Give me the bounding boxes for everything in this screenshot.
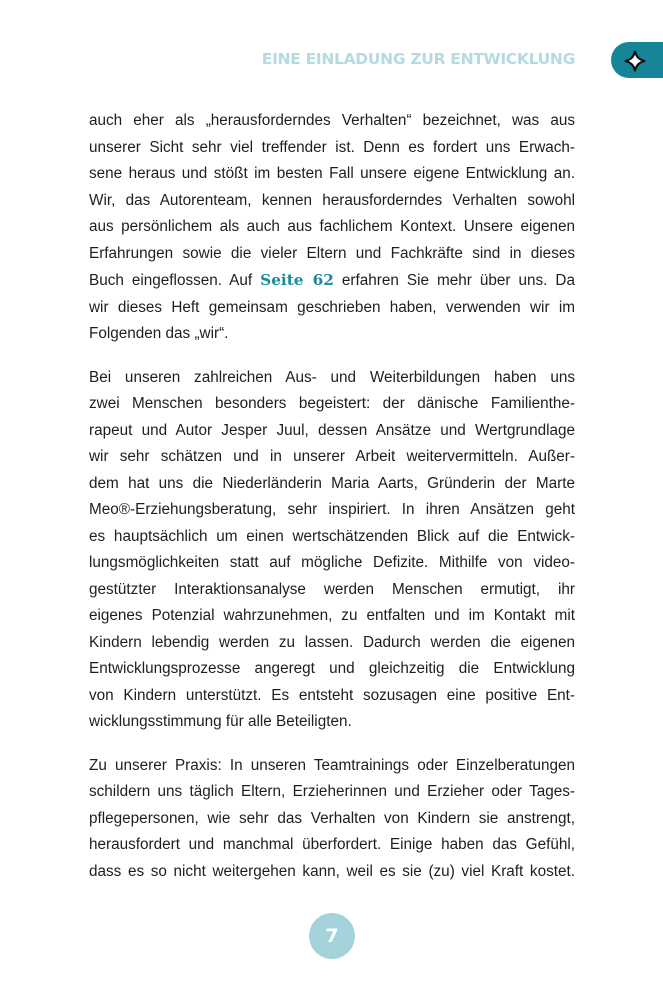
text-line: auch eher als „herausforderndes Verhalten“ bezeichnet, was aus: [89, 112, 575, 129]
text-segment: erfahren Sie mehr über uns. Da: [333, 272, 575, 289]
running-header-title: EINE EINLADUNG ZUR ENTWICKLUNG: [261, 50, 575, 68]
page-number-badge: 7: [309, 913, 355, 959]
paragraph-2: [89, 365, 575, 736]
text-line: herausfordert und manchmal überfordert. Einige haben das Gefühl,: [89, 836, 575, 853]
body-text: [89, 108, 575, 902]
text-line: schildern uns täglich Eltern, Erzieherinnen und Erzieher oder Tages-: [89, 783, 575, 800]
text-line: Wir, das Autorenteam, kennen herausforderndes Verhalten sowohl: [89, 191, 575, 209]
text-line: eigenes Potenzial wahrzunehmen, zu entfalten und im Kontakt mit: [89, 607, 575, 624]
text-line: Zu unserer Praxis: In unseren Teamtrainings oder Einzelberatungen: [89, 756, 575, 774]
text-line: lungsmöglichkeiten statt auf mögliche Defizite. Mithilfe von video-: [89, 554, 575, 571]
text-line: aus persönlichem als auch aus fachlichem Kontext. Unsere eigenen: [89, 218, 575, 235]
text-line: gestützter Interaktionsanalyse werden Menschen ermutigt, ihr: [89, 580, 575, 598]
text-line: wir sehr schätzen und in unserer Arbeit weitervermitteln. Außer-: [89, 448, 575, 465]
text-line: Bei unseren zahlreichen Aus- und Weiterbildungen haben uns: [89, 368, 575, 386]
text-line: unserer Sicht sehr viel treffender ist. Denn es fordert uns Erwach-: [89, 138, 575, 156]
text-line: pflegepersonen, wie sehr das Verhalten von Kindern sie anstrengt,: [89, 809, 575, 827]
text-line: wir dieses Heft gemeinsam geschrieben haben, verwenden wir im: [89, 298, 575, 316]
text-line: sene heraus und stößt im besten Fall unsere eigene Entwicklung an.: [89, 165, 575, 182]
text-line: Entwicklungsprozesse angeregt und gleichzeitig die Entwicklung: [89, 660, 575, 677]
text-line: es hauptsächlich um einen wertschätzenden Blick auf die Entwick-: [89, 527, 575, 545]
four-point-star-icon: [624, 50, 646, 72]
text-line: dass es so nicht weitergehen kann, weil es sie (zu) viel Kraft kostet.: [89, 862, 575, 880]
text-line: Folgenden das „wir“.: [89, 325, 229, 342]
text-line: von Kindern unterstützt. Es entsteht sozusagen eine positive Ent-: [89, 686, 575, 704]
text-line: Erfahrungen sowie die vieler Eltern und Fachkräfte sind in dieses: [89, 244, 575, 262]
text-line: Kindern lebendig werden zu lassen. Dadurch werden die eigenen: [89, 633, 575, 651]
text-line: wicklungsstimmung für alle Beteiligten.: [89, 713, 352, 730]
text-line-with-reference: [89, 267, 575, 295]
page-reference-link[interactable]: Seite 62: [260, 271, 334, 289]
paragraph-1: [89, 108, 575, 348]
text-segment: Buch eingeflossen. Auf: [89, 272, 261, 289]
text-line: Meo®-Erziehungsberatung, sehr inspiriert. In ihren Ansätzen geht: [89, 501, 575, 518]
chapter-tab: [611, 42, 663, 78]
text-line: zwei Menschen besonders begeistert: der dänische Familienthe-: [89, 395, 575, 412]
text-line: dem hat uns die Niederländerin Maria Aarts, Gründerin der Marte: [89, 474, 575, 492]
paragraph-3: [89, 753, 575, 886]
text-line: rapeut und Autor Jesper Juul, dessen Ansätze und Wertgrundlage: [89, 421, 575, 439]
